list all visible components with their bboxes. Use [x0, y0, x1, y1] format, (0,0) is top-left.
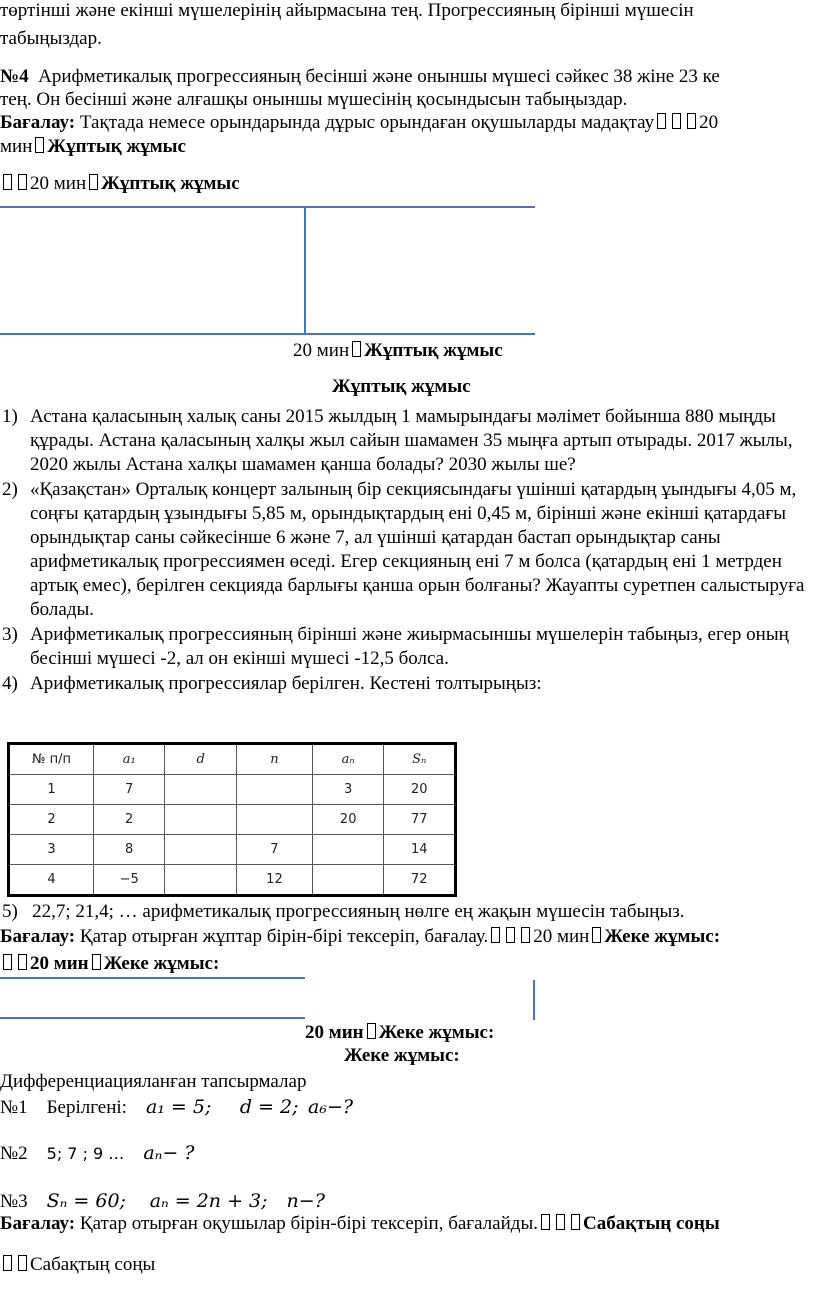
list-text: Арифметикалық прогрессиялар берілген. Кестені толтырыңыз: — [30, 673, 542, 694]
divider-line — [0, 333, 535, 335]
assess1-time-unit: мин — [0, 136, 33, 157]
indiv-center-time: 20 мин — [305, 1022, 364, 1043]
missing-glyph-icon — [18, 174, 27, 190]
missing-glyph-icon — [89, 174, 98, 190]
assess2-label: Бағалау: — [0, 926, 76, 947]
divider-line — [0, 1017, 305, 1019]
missing-glyph-icon — [571, 1214, 580, 1230]
table-header-row — [9, 744, 456, 775]
list-item — [0, 405, 812, 477]
progression-table — [7, 742, 457, 897]
missing-glyph-icon — [506, 927, 515, 943]
missing-glyph-icon — [491, 927, 500, 943]
list-number: 4) — [2, 673, 18, 694]
table-cell: 20 — [384, 775, 456, 805]
table-cell — [165, 865, 237, 896]
diff3-math-3: n−? — [286, 1190, 325, 1212]
diff1-math-2: d = 2; — [239, 1096, 299, 1118]
list-item — [0, 672, 812, 696]
assess2-time: 20 мин — [533, 926, 590, 947]
table-cell: −5 — [93, 865, 165, 896]
assess1-label: Бағалау: — [0, 112, 76, 133]
assess2-text: Қатар отырған жұптар бірін-бірі тексеріп, бағалау. — [79, 926, 489, 947]
indiv-center-work: Жеке жұмыс: — [378, 1022, 495, 1043]
table-row — [9, 775, 456, 805]
diff1-math-3: a₆−? — [308, 1096, 354, 1118]
diff2-math: aₙ− ? — [143, 1142, 195, 1164]
diff3-label: №3 — [0, 1191, 28, 1212]
list-number: 2) — [2, 479, 18, 500]
diff2-label: №2 — [0, 1143, 28, 1164]
missing-glyph-icon — [35, 137, 44, 153]
table-cell — [312, 835, 384, 865]
end-repeat-line — [0, 1253, 155, 1277]
assess3-line — [0, 1212, 720, 1236]
table-header: a₁ — [93, 744, 165, 775]
task5-line — [2, 900, 684, 924]
list-item — [0, 478, 812, 622]
diff1-label: №1 — [0, 1097, 28, 1118]
table-cell: 2 — [93, 805, 165, 835]
missing-glyph-icon — [541, 1214, 550, 1230]
pair-center-work: Жұптық жұмыс — [364, 340, 503, 361]
assess1-work: Жұптық жұмыс — [47, 136, 186, 157]
missing-glyph-icon — [3, 1255, 12, 1271]
assess1-time: 20 — [699, 112, 719, 133]
table-header: aₙ — [312, 744, 384, 775]
table-cell — [165, 835, 237, 865]
table-cell — [236, 775, 312, 805]
intro-line-1: төртінші және екінші мүшелерінің айырмасына тең. Прогрессияның бірінші мүшесін — [0, 0, 694, 21]
task4-text-1: Арифметикалық прогрессияның бесінші және оныншы мүшесі сәйкес 38 жіне 23 ке — [38, 66, 720, 87]
missing-glyph-icon — [92, 954, 101, 970]
missing-glyph-icon — [18, 954, 27, 970]
table-cell: 3 — [312, 775, 384, 805]
missing-glyph-icon — [352, 341, 361, 357]
table-cell: 12 — [236, 865, 312, 896]
missing-glyph-icon — [657, 113, 666, 129]
pair-heading: Жұптық жұмыс — [332, 376, 471, 397]
divider-line — [533, 980, 535, 1020]
task4-line-1 — [0, 65, 720, 89]
assess3-end: Сабақтың соңы — [582, 1213, 720, 1234]
indiv-repeat-line — [0, 952, 219, 976]
table-header: Sₙ — [384, 744, 456, 775]
divider-line — [0, 977, 305, 979]
table-cell: 1 — [9, 775, 94, 805]
pair-center-line — [293, 339, 503, 363]
table-cell — [165, 775, 237, 805]
list-number: 1) — [2, 406, 18, 427]
diff-title: Дифференциацияланған тапсырмалар — [0, 1071, 307, 1092]
table-header: n — [236, 744, 312, 775]
table-cell: 14 — [384, 835, 456, 865]
missing-glyph-icon — [367, 1023, 376, 1039]
table-cell: 7 — [236, 835, 312, 865]
pair-repeat-line — [0, 172, 240, 196]
assess1-line-2 — [0, 135, 186, 159]
missing-glyph-icon — [3, 174, 12, 190]
table-header: d — [165, 744, 237, 775]
divider-line — [304, 207, 306, 334]
end-repeat-text: Сабақтың соңы — [30, 1254, 156, 1275]
indiv-center-line — [305, 1021, 494, 1045]
list-text: Арифметикалық прогрессияның бірінші және жиырмасыншы мүшелерін табыңыз, егер оның бесінші мүшесі -2, ал он екінші мүшесі -12,5 болса. — [30, 624, 789, 669]
intro-line-2: табыңыздар. — [0, 28, 102, 49]
diff1-given: Берілгені: — [46, 1097, 127, 1118]
table-cell: 8 — [93, 835, 165, 865]
task-list — [0, 405, 812, 697]
table-cell: 2 — [9, 805, 94, 835]
pair-repeat-time: 20 мин — [30, 173, 87, 194]
diff3-math-2: aₙ = 2n + 3; — [149, 1190, 268, 1212]
task4-label: №4 — [0, 66, 29, 87]
indiv-heading: Жеке жұмыс: — [344, 1045, 460, 1066]
list-text: Астана қаласының халық саны 2015 жылдың 1 мамырындағы мәлімет бойынша 880 мыңды құрады. Астана қаласының халқы жыл сайын шамамен 35 мыңға артып отырады. 2017 жылы, 2020 жылы Астана халқы шамамен қанша болады? 2030 жылы ше? — [30, 406, 793, 475]
table-row — [9, 805, 456, 835]
pair-center-time: 20 мин — [293, 340, 350, 361]
task5-num: 5) — [2, 901, 18, 922]
assess3-label: Бағалау: — [0, 1213, 76, 1234]
table-cell — [165, 805, 237, 835]
table-header: № п/п — [9, 744, 94, 775]
pair-repeat-work: Жұптық жұмыс — [101, 173, 240, 194]
assess3-text: Қатар отырған оқушылар бірін-бірі тексеріп, бағалайды. — [79, 1213, 538, 1234]
table-cell: 7 — [93, 775, 165, 805]
missing-glyph-icon — [521, 927, 530, 943]
diff-task-2 — [0, 1141, 195, 1166]
divider-line — [0, 206, 535, 208]
table-cell: 4 — [9, 865, 94, 896]
missing-glyph-icon — [592, 927, 601, 943]
missing-glyph-icon — [3, 954, 12, 970]
indiv-repeat-time: 20 мин — [30, 953, 89, 974]
missing-glyph-icon — [672, 113, 681, 129]
table-cell: 72 — [384, 865, 456, 896]
diff1-math-1: a₁ = 5; — [145, 1096, 212, 1118]
missing-glyph-icon — [687, 113, 696, 129]
list-item — [0, 623, 812, 671]
table-row — [9, 865, 456, 896]
missing-glyph-icon — [18, 1255, 27, 1271]
assess2-work: Жеке жұмыс: — [604, 926, 721, 947]
table-row — [9, 835, 456, 865]
table-cell — [236, 805, 312, 835]
table-cell — [312, 865, 384, 896]
list-text: «Қазақстан» Орталық концерт залының бір секциясындағы үшінші қатардың ұындығы 4,05 м, соңғы қатардың ұзындығы 5,85 м, орындықтардың ені 0,45 м, бірінші және екінші қатардағы орындықтар саны сәйкесінше 6 және 7, ал үшінші қатардан бастап орындықтар саны арифметикалық прогрессиямен өседі. Егер секцияның ені 7 м болса (қатардың ені 1 метрден артық емес), берілген секцияда барлығы қанша орын болғаны? Жауапты суретпен салыстыруға болады. — [30, 479, 805, 620]
indiv-repeat-work: Жеке жұмыс: — [103, 953, 220, 974]
diff-task-3 — [0, 1189, 325, 1214]
task4-line-2: тең. Он бесінші және алғашқы оныншы мүшесінің қосындысын табыңыздар. — [0, 89, 628, 110]
diff-task-1 — [0, 1095, 353, 1120]
task5-text: 22,7; 21,4; … арифметикалық прогрессияның нөлге ең жақын мүшесін табыңыз. — [32, 901, 685, 922]
table-cell: 77 — [384, 805, 456, 835]
missing-glyph-icon — [556, 1214, 565, 1230]
assess1-text: Тақтада немесе орындарында дұрыс орындаған оқушыларды мадақтау — [79, 112, 655, 133]
list-number: 3) — [2, 624, 18, 645]
assess1-line — [0, 111, 718, 135]
table-cell: 20 — [312, 805, 384, 835]
table-cell: 3 — [9, 835, 94, 865]
diff2-seq: 5; 7 ; 9 … — [46, 1144, 125, 1163]
assess2-line — [0, 925, 720, 949]
diff3-math-1: Sₙ = 60; — [46, 1190, 126, 1212]
